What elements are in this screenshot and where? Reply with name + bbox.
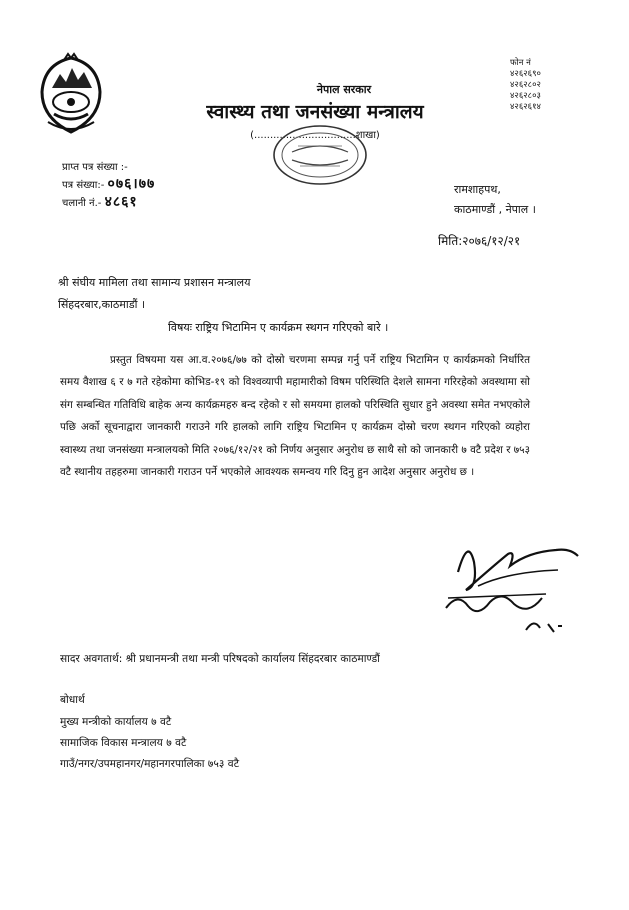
received-letter-label: प्राप्त पत्र संख्या :-: [62, 162, 128, 173]
info-title: बोधार्थ: [60, 694, 85, 706]
government-emblem-icon: [34, 52, 108, 138]
cc-line: सादर अवगतार्थ: श्री प्रधानमन्त्री तथा मन्त्री परिषदको कार्यालय सिंहदरबार काठमाण्डौं: [60, 653, 380, 665]
recipient-line: सिंहदरबार,काठमाडौं ।: [58, 298, 146, 311]
dispatch-label: चलानी नं.-: [62, 198, 102, 209]
list-item: मुख्य मन्त्रीको कार्यालय ७ वटै: [60, 716, 172, 728]
recipient-block: [58, 272, 250, 316]
phone-number: ४२६२८०२: [510, 80, 541, 90]
info-list: [60, 712, 239, 775]
government-name: नेपाल सरकार: [316, 83, 372, 96]
recipient-line: श्री संघीय मामिला तथा सामान्य प्रशासन मन्त्रालय: [58, 276, 251, 289]
branch-line: (................................शाखा): [250, 130, 380, 141]
reference-value: ०७६।७७: [107, 176, 156, 192]
phone-numbers: [510, 58, 541, 113]
ministry-name: स्वास्थ्य तथा जनसंख्या मन्त्रालय: [206, 101, 424, 123]
signature-icon: [438, 532, 588, 642]
dispatch-value: ४८६१: [104, 194, 138, 210]
address-line: काठमाण्डौं , नेपाल ।: [454, 203, 536, 216]
office-address: [454, 180, 536, 220]
reference-label: पत्र संख्या:-: [62, 180, 105, 191]
office-stamp-icon: [270, 122, 370, 188]
subject-line: विषयः राष्ट्रिय भिटामिन ए कार्यक्रम स्थगन गरिएको बारे ।: [168, 321, 389, 334]
phone-number: ४२६२८०३: [510, 91, 541, 101]
address-line: रामशाहपथ,: [454, 183, 501, 196]
reference-number-row: [62, 176, 155, 194]
reference-block: [62, 160, 155, 212]
list-item: सामाजिक विकास मन्त्रालय ७ वटै: [60, 737, 187, 749]
letter-body: प्रस्तुत विषयमा यस आ.व.२०७६/७७ को दोस्रो चरणमा सम्पन्न गर्नु पर्ने राष्ट्रिय भिटामिन ए कार्यक्रमको निर्धारित समय वैशाख ६ र ७ गते रहेकोमा कोभिड-१९ को विश्वव्यापी महामारीको विषम परिस्थिति देशले सामना गरिरहेको अवस्थामा सो संग सम्बन्धित गतिविधि बाहेक अन्य कार्यक्रमहरु बन्द रहेको र सो समयमा हालको परिस्थिति सुधार हुने अवस्था समेत नभएकोले पछि अर्को सूचनाद्वारा जानकारी गराउने गरि हालको लागि राष्ट्रिय भिटामिन ए कार्यक्रम दोस्रो चरण स्थगन गरिएको व्यहोरा स्वास्थ्य तथा जनसंख्या मन्त्रालयको मिति २०७६/१२/२१ को निर्णय अनुसार अनुरोध छ साथै सो को जानकारी ७ वटै प्रदेश र ७५३ वटै स्थानीय तहहरुमा जानकारी गराउन पर्ने भएकोले आवश्यक समन्वय गरि दिनु हुन आदेश अनुसार अनुरोध छ ।: [60, 354, 530, 479]
dispatch-number-row: [62, 194, 155, 212]
phone-label: फोन नं: [510, 58, 531, 68]
letter-date: मिति:२०७६/१२/२१: [438, 234, 521, 248]
phone-number: ४२६२६९०: [510, 69, 541, 79]
phone-number: ४२६२६१४: [510, 102, 541, 112]
list-item: गाउँ/नगर/उपमहानगर/महानगरपालिका ७५३ वटै: [60, 758, 240, 770]
